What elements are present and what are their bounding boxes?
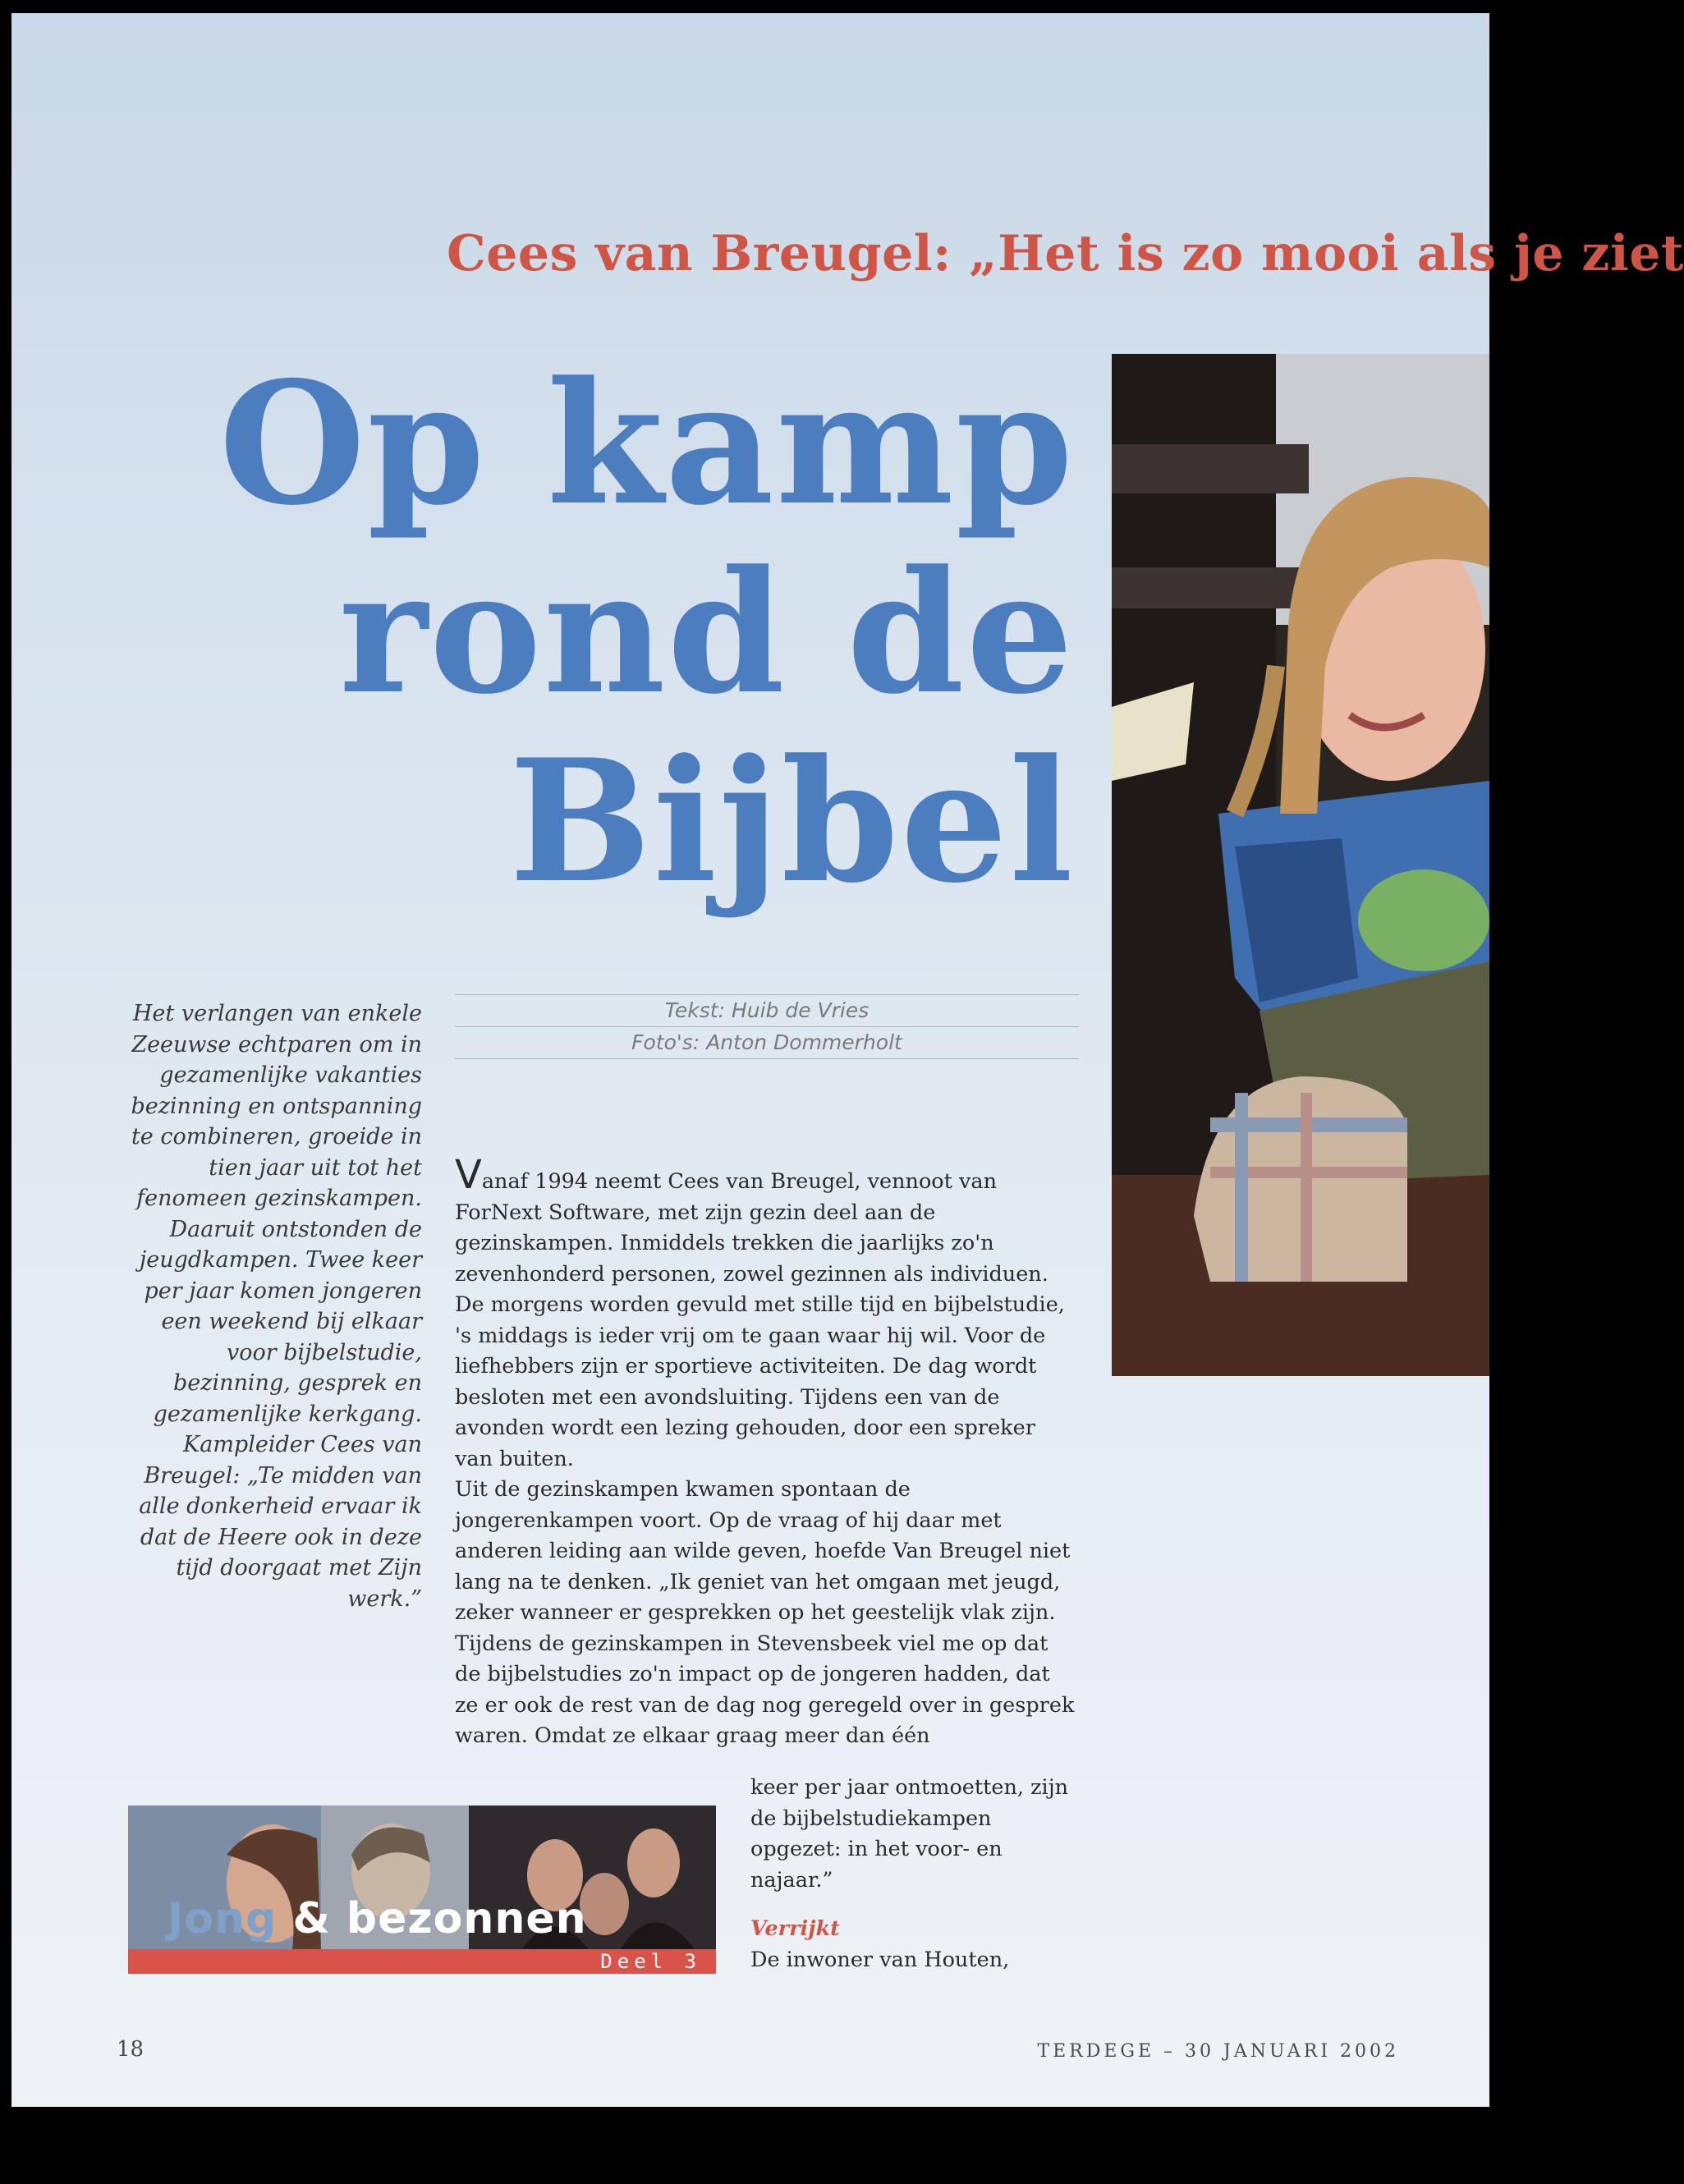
magazine-page: [11, 13, 1684, 2107]
banner-label-main: & bezonnen: [292, 1894, 587, 1943]
intro-text: Het verlangen van enkele Zeeuwse echtparen om in gezamenlijke vakanties bezinning en ontspanning te combineren, groeide in tien jaar uit tot het fenomeen gezinskampen. Daaruit ontstonden de jeugdkampen. Twee keer per jaar komen jongeren een weekend bij elkaar voor bijbelstudie, bezinning, gesprek en gezamenlijke kerkgang. Kampleider Cees van Breugel: „Te midden van alle donkerheid ervaar ik dat de Heere ook in deze tijd doorgaat met Zijn werk.”: [131, 1001, 422, 1612]
paragraph-2: Uit de gezinskampen kwamen spontaan de jongerenkampen voort. Op de vraag of hij daar met anderen leiding aan wilde geven, hoefde Van Breugel niet lang na te denken. „Ik geniet van het omgaan met jeugd, zeker wanneer er gesprekken op het geestelijk vlak zijn. Tijdens de gezinskampen in Stevensbeek viel me op dat de bijbelstudies zo'n impact op de jongeren hadden, dat ze er ook de rest van de dag nog geregeld over in gesprek waren. Omdat ze elkaar graag meer dan één: [455, 1477, 1075, 1748]
publication-line: TERDEGE – 30 JANUARI 2002: [1037, 2041, 1399, 2062]
drop-cap: V: [455, 1152, 482, 1198]
body-column-continued: [750, 1773, 1079, 1975]
title-line-1: Op kamp: [218, 346, 1075, 543]
article-title: [172, 346, 1075, 920]
banner-part: Deel 3: [600, 1950, 701, 1973]
paragraph-1-text: anaf 1994 neemt Cees van Breugel, vennoot van ForNext Software, met zijn gezin deel aan de gezinskampen. Inmiddels trekken die jaarlijks zo'n zevenhonderd personen, zowel gezinnen als individuen. De morgens worden gevuld met stille tijd en bijbelstudie, 's middags is ieder vrij om te gaan waar hij wil. Voor de liefhebbers zijn er sportieve activiteiten. De dag wordt besloten met een avondsluiting. Tijdens een van de avonden wordt een lezing gehouden, door een spreker van buiten.: [455, 1169, 1065, 1471]
title-line-3: Bijbel: [509, 723, 1075, 920]
article-credits: [455, 994, 1079, 1059]
credit-photo: Foto's: Anton Dommerholt: [631, 1030, 902, 1054]
paragraph-1: [455, 1152, 1079, 1475]
girl-photo: [1112, 354, 1489, 1376]
body-column: [455, 1152, 1079, 1752]
page-number: 18: [117, 2037, 145, 2062]
photo-illustration: [1112, 354, 1489, 1376]
series-banner: [128, 1805, 716, 1974]
credit-text: Tekst: Huib de Vries: [455, 995, 1079, 1027]
title-line-2: rond de: [338, 535, 1075, 732]
subheading: Verrijkt: [750, 1916, 840, 1941]
article-kicker: Cees van Breugel: „Het is zo mooi als je ziet: [447, 225, 1684, 282]
banner-label: [167, 1894, 587, 1943]
paragraph-2-continued: keer per jaar ontmoetten, zijn de bijbelstudiekampen opgezet: in het voor- en najaar.”: [750, 1775, 1069, 1893]
paragraph-3: De inwoner van Houten,: [750, 1947, 1010, 1972]
banner-label-jong: Jong: [167, 1894, 278, 1943]
